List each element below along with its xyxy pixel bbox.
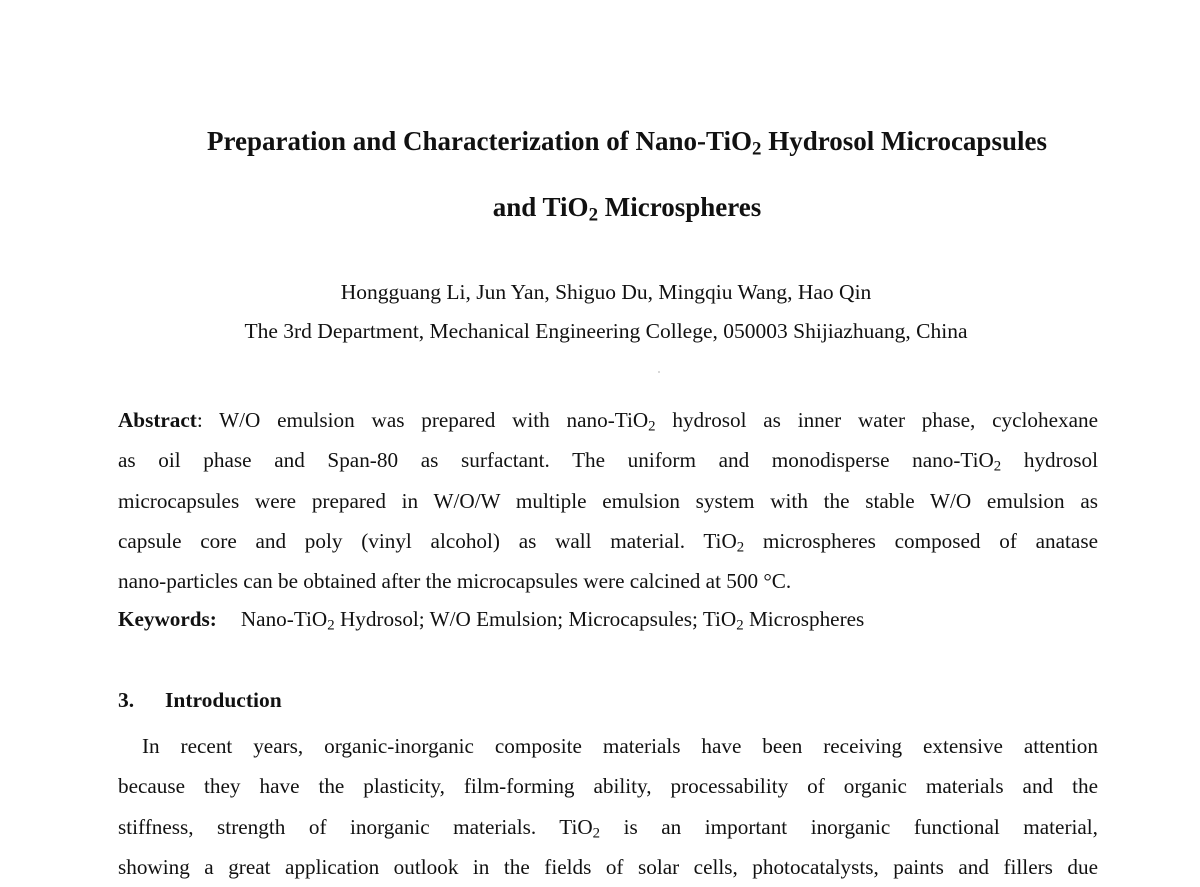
- section-title: Introduction: [165, 688, 282, 712]
- abstract-line: microcapsules were prepared in W/O/W multiple emulsion system with the stable W/O emulsion as: [118, 488, 1098, 513]
- scan-speck: [658, 371, 660, 373]
- keywords-line: Keywords: Nano-TiO$_2$ Hydrosol; W/O Emulsion; Microcapsules; TiO$_2$ Microspheres: [118, 607, 865, 634]
- section-number: 3.: [118, 688, 135, 712]
- introduction-paragraph: [118, 726, 1098, 887]
- keywords-label: Keywords:: [118, 607, 217, 631]
- intro-line: stiffness, strength of inorganic materials. TiO$_2$ is an important inorganic functional material,: [118, 814, 1098, 842]
- abstract-paragraph: [118, 400, 1098, 601]
- intro-line: showing a great application outlook in the fields of solar cells, photocatalysts, paints and fillers due: [118, 854, 1098, 879]
- section-heading: [118, 688, 282, 713]
- abstract-line: Abstract: W/O emulsion was prepared with nano-TiO$_2$ hydrosol as inner water phase, cyclohexane: [118, 408, 1098, 435]
- intro-line: because they have the plasticity, film-forming ability, processability of organic materials and the: [118, 774, 1098, 799]
- abstract-line: capsule core and poly (vinyl alcohol) as wall material. TiO$_2$ microspheres composed of anatase: [118, 528, 1098, 556]
- abstract-line: as oil phase and Span-80 as surfactant. The uniform and monodisperse nano-TiO$_2$ hydrosol: [118, 448, 1099, 475]
- abstract-label: Abstract: [118, 408, 197, 432]
- affiliation: The 3rd Department, Mechanical Engineering College, 050003 Shijiazhuang, China: [244, 319, 968, 343]
- abstract-line: nano-particles can be obtained after the microcapsules were calcined at 500 °C.: [118, 569, 792, 594]
- paper-title-line-1: Preparation and Characterization of Nano-TiO$_2$ Hydrosol Microcapsules: [207, 126, 1047, 160]
- paper-title-line-2: and TiO$_2$ Microspheres: [492, 192, 762, 226]
- intro-line: In recent years, organic-inorganic composite materials have been receiving extensive attention: [142, 734, 1098, 758]
- author-list: Hongguang Li, Jun Yan, Shiguo Du, Mingqiu Wang, Hao Qin: [340, 280, 872, 304]
